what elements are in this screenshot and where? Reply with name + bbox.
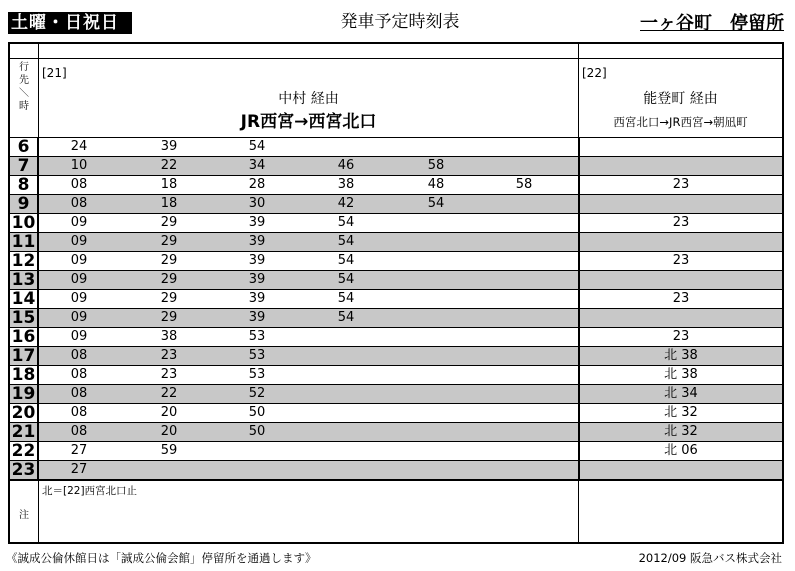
footer-notice: 《誠成公倫休館日は「誠成公倫会館」停留所を通過します》 <box>6 551 317 565</box>
hour-cell: 11 <box>10 233 38 251</box>
minute-cell: 09 <box>70 291 88 306</box>
table-row <box>10 385 782 404</box>
minute-cell: 10 <box>70 158 88 173</box>
minute-cell: 50 <box>248 405 266 420</box>
route-21-number: [21] <box>42 66 67 80</box>
hour-cell: 8 <box>10 176 38 194</box>
minute-cell: 09 <box>70 253 88 268</box>
route-21-minutes <box>39 404 578 422</box>
route-22-minutes <box>579 157 782 175</box>
route-22-minutes <box>579 233 782 251</box>
route-21-minutes <box>39 157 578 175</box>
minute-cell: 38 <box>337 177 355 192</box>
route-22-minutes: 23 <box>579 328 782 346</box>
route-21-minutes <box>39 252 578 270</box>
minute-cell: 29 <box>160 310 178 325</box>
minute-cell: 54 <box>337 310 355 325</box>
minute-cell: 08 <box>70 405 88 420</box>
minute-cell: 18 <box>160 177 178 192</box>
corner-label-char: 先 <box>19 75 29 86</box>
minute-cell: 42 <box>337 196 355 211</box>
hour-cell: 22 <box>10 442 38 460</box>
table-row <box>10 461 782 480</box>
route-21-minutes <box>39 233 578 251</box>
minute-cell: 22 <box>160 386 178 401</box>
notes-label: 注 <box>19 510 29 521</box>
table-row <box>10 214 782 233</box>
table-row <box>10 157 782 176</box>
hour-cell: 10 <box>10 214 38 232</box>
table-row <box>10 233 782 252</box>
minute-cell: 22 <box>160 158 178 173</box>
table-row <box>10 176 782 195</box>
route-column-divider <box>578 44 579 542</box>
hour-cell: 21 <box>10 423 38 441</box>
minute-cell: 39 <box>248 291 266 306</box>
corner-label-char: 行 <box>19 62 29 73</box>
route-22-minutes: 23 <box>579 176 782 194</box>
route-21-minutes <box>39 309 578 327</box>
hour-cell: 19 <box>10 385 38 403</box>
minute-cell: 39 <box>160 139 178 154</box>
minute-cell: 08 <box>70 367 88 382</box>
day-type-badge: 土曜・日祝日 <box>8 12 132 34</box>
minute-cell: 54 <box>337 291 355 306</box>
minute-cell: 54 <box>337 272 355 287</box>
minute-cell: 08 <box>70 196 88 211</box>
minute-cell: 18 <box>160 196 178 211</box>
route-21-minutes <box>39 385 578 403</box>
minute-cell: 29 <box>160 272 178 287</box>
route-22-via: 能登町 経由 <box>643 91 718 107</box>
minute-cell: 23 <box>160 348 178 363</box>
minute-cell: 54 <box>248 139 266 154</box>
stop-name: 一ヶ谷町 停留所 <box>640 13 784 34</box>
table-row <box>10 309 782 328</box>
table-row <box>10 195 782 214</box>
header-strip-divider <box>10 58 782 59</box>
route-21-minutes <box>39 461 578 479</box>
minute-cell: 39 <box>248 253 266 268</box>
minute-cell: 20 <box>160 424 178 439</box>
hour-cell: 18 <box>10 366 38 384</box>
route-21-minutes <box>39 442 578 460</box>
minute-cell: 39 <box>248 234 266 249</box>
corner-label-char: 時 <box>19 101 29 112</box>
route-22-minutes <box>579 195 782 213</box>
route-22-minutes: 23 <box>579 290 782 308</box>
minute-cell: 48 <box>427 177 445 192</box>
minute-cell: 27 <box>70 443 88 458</box>
route-21-minutes <box>39 347 578 365</box>
route-22-minutes: 北 32 <box>579 423 782 441</box>
minute-cell: 29 <box>160 234 178 249</box>
minute-cell: 54 <box>427 196 445 211</box>
minute-cell: 34 <box>248 158 266 173</box>
route-22-number: [22] <box>582 66 607 80</box>
hour-cell: 7 <box>10 157 38 175</box>
minute-cell: 29 <box>160 253 178 268</box>
table-row <box>10 404 782 423</box>
route-21-minutes <box>39 195 578 213</box>
route-22-minutes: 北 38 <box>579 347 782 365</box>
timetable-rows <box>10 138 782 480</box>
route-21-minutes <box>39 138 578 156</box>
route-22-minutes: 北 32 <box>579 404 782 422</box>
minute-cell: 39 <box>248 215 266 230</box>
hour-cell: 16 <box>10 328 38 346</box>
route-22-minutes <box>579 461 782 479</box>
minute-cell: 09 <box>70 310 88 325</box>
corner-label <box>10 62 38 114</box>
hour-cell: 9 <box>10 195 38 213</box>
minute-cell: 50 <box>248 424 266 439</box>
page-title: 発車予定時刻表 <box>340 12 460 32</box>
table-row <box>10 138 782 157</box>
minute-cell: 24 <box>70 139 88 154</box>
minute-cell: 38 <box>160 329 178 344</box>
table-row <box>10 252 782 271</box>
route-22-minutes <box>579 271 782 289</box>
minute-cell: 54 <box>337 234 355 249</box>
route-21-via: 中村 経由 <box>278 91 339 107</box>
table-row <box>10 271 782 290</box>
route-21-minutes <box>39 328 578 346</box>
minute-cell: 30 <box>248 196 266 211</box>
timetable <box>8 42 784 544</box>
minute-cell: 29 <box>160 215 178 230</box>
minute-cell: 53 <box>248 329 266 344</box>
hour-cell: 23 <box>10 461 38 479</box>
minute-cell: 27 <box>70 462 88 477</box>
table-row <box>10 347 782 366</box>
minute-cell: 08 <box>70 424 88 439</box>
hour-cell: 20 <box>10 404 38 422</box>
route-22-minutes <box>579 309 782 327</box>
minute-cell: 08 <box>70 348 88 363</box>
hour-cell: 12 <box>10 252 38 270</box>
route-22-minutes <box>579 138 782 156</box>
route-22-minutes: 北 34 <box>579 385 782 403</box>
minute-cell: 08 <box>70 177 88 192</box>
route-21-minutes <box>39 290 578 308</box>
notes-top-rule <box>10 480 782 481</box>
minute-cell: 20 <box>160 405 178 420</box>
minute-cell: 53 <box>248 348 266 363</box>
minute-cell: 08 <box>70 386 88 401</box>
minute-cell: 39 <box>248 272 266 287</box>
minute-cell: 09 <box>70 234 88 249</box>
table-row <box>10 366 782 385</box>
minute-cell: 23 <box>160 367 178 382</box>
minute-cell: 53 <box>248 367 266 382</box>
hour-cell: 15 <box>10 309 38 327</box>
route-22-minutes: 23 <box>579 214 782 232</box>
route-21-minutes <box>39 214 578 232</box>
minute-cell: 29 <box>160 291 178 306</box>
route-21-minutes <box>39 366 578 384</box>
table-row <box>10 328 782 347</box>
minute-cell: 28 <box>248 177 266 192</box>
hour-cell: 13 <box>10 271 38 289</box>
route-22-minutes: 23 <box>579 252 782 270</box>
minute-cell: 54 <box>337 215 355 230</box>
route-22-minutes: 北 06 <box>579 442 782 460</box>
hour-column-divider <box>38 44 39 542</box>
notes-text: 北＝[22]西宮北口止 <box>42 485 138 497</box>
route-22-direction: 西宮北口→JR西宮→朝凪町 <box>613 115 748 129</box>
route-21-minutes <box>39 423 578 441</box>
corner-label-char: ＼ <box>19 88 29 99</box>
minute-cell: 52 <box>248 386 266 401</box>
minute-cell: 09 <box>70 272 88 287</box>
hour-cell: 17 <box>10 347 38 365</box>
hour-cell: 6 <box>10 138 38 156</box>
footer-publisher: 2012/09 阪急バス株式会社 <box>638 551 782 565</box>
route-21-minutes <box>39 271 578 289</box>
minute-cell: 58 <box>515 177 533 192</box>
minute-cell: 54 <box>337 253 355 268</box>
minute-cell: 46 <box>337 158 355 173</box>
table-row <box>10 423 782 442</box>
route-22-minutes: 北 38 <box>579 366 782 384</box>
hour-cell: 14 <box>10 290 38 308</box>
table-row <box>10 290 782 309</box>
route-21-minutes <box>39 176 578 194</box>
table-row <box>10 442 782 461</box>
minute-cell: 58 <box>427 158 445 173</box>
minute-cell: 09 <box>70 329 88 344</box>
minute-cell: 39 <box>248 310 266 325</box>
minute-cell: 09 <box>70 215 88 230</box>
route-21-direction: JR西宮→西宮北口 <box>240 112 377 132</box>
minute-cell: 59 <box>160 443 178 458</box>
